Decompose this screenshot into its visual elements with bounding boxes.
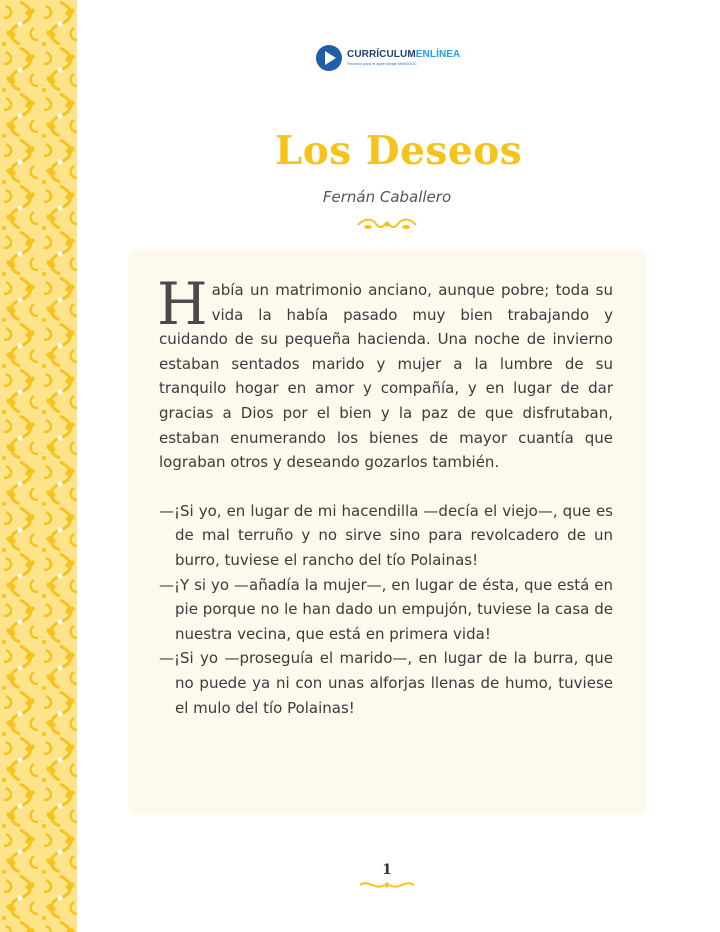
dialogue-line: —¡Si yo, en lugar de mi hacendilla —decía el viejo—, que es de mal terruño y no sirve sino para revolcadero de un burro, tuviese el rancho del tío Polainas! [159, 501, 613, 569]
intro-paragraph: Había un matrimonio anciano, aunque pobre; toda su vida la había pasado muy bien trabajando y cuidando de su pequeña hacienda. Una noche de invierno estaban sentados marido y mujer a la lumbre de su tranquilo hogar en amor y compañía, y en lugar de dar gracias a Dios por el bien y la paz de que disfrutaban, estaban enumerando los bienes de mayor cuantía que lograban otros y deseando gozarlos también. [157, 270, 613, 472]
flourish-icon [358, 878, 416, 892]
author-name: Fernán Caballero [322, 188, 452, 206]
logo-tagline: Recurso para el aprendizaje MINEDUC [347, 61, 417, 66]
decorative-floral-border [0, 0, 77, 932]
floral-pattern [0, 0, 77, 932]
dialogue-list [159, 499, 613, 720]
play-arrow-icon [316, 45, 342, 71]
curriculum-enlinea-logo [316, 43, 466, 73]
logo-name: CURRÍCULUMENLÍNEA [347, 49, 461, 60]
story-card [128, 249, 646, 815]
dialogue-line: —¡Y si yo —añadía la mujer—, en lugar de ésta, que está en pie porque no le han dado un empujón, tuviese la casa de nuestra vecina, que está en primera vida! [159, 575, 613, 643]
story-text [157, 270, 613, 720]
page-number: 1 [382, 862, 392, 878]
flourish-icon [356, 216, 418, 232]
story-title: Los Deseos [274, 128, 523, 174]
drop-cap: H [157, 270, 208, 338]
dialogue-line: —¡Si yo —proseguía el marido—, en lugar de la burra, que no puede ya ni con unas alforjas llenas de humo, tuviese el mulo del tío Polainas! [159, 649, 613, 717]
